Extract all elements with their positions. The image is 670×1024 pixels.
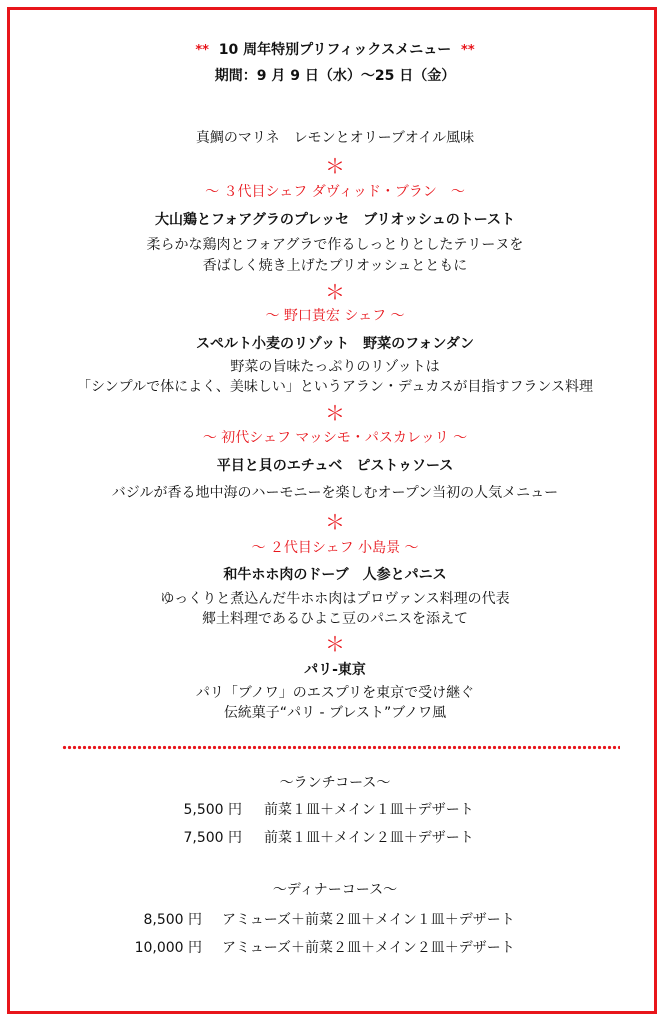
course-5-desc-2: 郷土料理であるひよこ豆のパニスを添えて (202, 611, 468, 627)
separator-star: ＊ (325, 632, 345, 656)
separator-star: ＊ (325, 280, 345, 304)
separator-star: ＊ (325, 401, 345, 425)
dinner-price: 10,000 円 (134, 940, 202, 956)
course-3-dish: スペルト小麦のリゾット 野菜のフォンダン (195, 336, 475, 352)
stars-right: ** (461, 43, 475, 58)
course-1-dish: 真鯛のマリネ レモンとオリーブオイル風味 (195, 130, 475, 146)
course-5-dish: 和牛ホホ肉のドーブ 人参とパニス (223, 567, 447, 583)
lunch-desc: 前菜１皿＋メイン１皿＋デザート (264, 802, 474, 818)
dinner-course-title: ～ディナーコース～ (272, 882, 398, 898)
course-4-dish: 平目と貝のエチュベ ピストゥソース (216, 458, 454, 474)
course-4-chef: ～ 初代シェフ マッシモ・パスカレッリ ～ (202, 430, 468, 446)
course-3-desc-1: 野菜の旨味たっぷりのリゾットは (230, 359, 440, 375)
separator-star: ＊ (325, 154, 345, 178)
menu-title: 10 周年特別プリフィックスメニュー (218, 42, 452, 58)
dinner-desc: アミューズ＋前菜２皿＋メイン１皿＋デザート (222, 912, 515, 928)
lunch-desc: 前菜１皿＋メイン２皿＋デザート (264, 830, 474, 846)
course-3-desc-2: 「シンプルで体によく、美味しい」というアラン・デュカスが目指すフランス料理 (77, 379, 593, 395)
course-6-dish: パリ-東京 (304, 662, 366, 678)
course-5-desc-1: ゆっくりと煮込んだ牛ホホ肉はプロヴァンス料理の代表 (160, 591, 510, 607)
stars-left: ** (195, 43, 209, 58)
dinner-price: 8,500 円 (143, 912, 202, 928)
lunch-price: 7,500 円 (183, 830, 242, 846)
course-2-dish: 大山鶏とフォアグラのプレッセ ブリオッシュのトースト (154, 212, 516, 228)
course-2-desc-1: 柔らかな鶏肉とフォアグラで作るしっとりとしたテリーヌを (146, 237, 524, 253)
course-6-desc-2: 伝統菓子“パリ - ブレスト”ブノワ風 (223, 705, 447, 721)
course-2-chef: ～ ３代目シェフ ダヴィッド・ブラン ～ (205, 184, 465, 200)
course-6-desc-1: パリ「ブノワ」のエスプリを東京で受け継ぐ (195, 685, 475, 701)
course-2-desc-2: 香ばしく焼き上げたブリオッシュとともに (202, 258, 468, 274)
separator-star: ＊ (325, 510, 345, 534)
dinner-desc: アミューズ＋前菜２皿＋メイン２皿＋デザート (222, 940, 515, 956)
menu-header (0, 40, 670, 61)
menu-period: 期間：9 月 9 日（水）～25 日（金） (214, 68, 456, 84)
course-3-chef: ～ 野口貴宏 シェフ ～ (265, 308, 405, 324)
dotted-divider (62, 745, 620, 750)
lunch-course-title: ～ランチコース～ (279, 775, 391, 791)
course-4-desc-1: バジルが香る地中海のハーモニーを楽しむオープン当初の人気メニュー (111, 485, 559, 501)
lunch-price: 5,500 円 (183, 802, 242, 818)
course-5-chef: ～ ２代目シェフ 小島景 ～ (251, 540, 419, 556)
